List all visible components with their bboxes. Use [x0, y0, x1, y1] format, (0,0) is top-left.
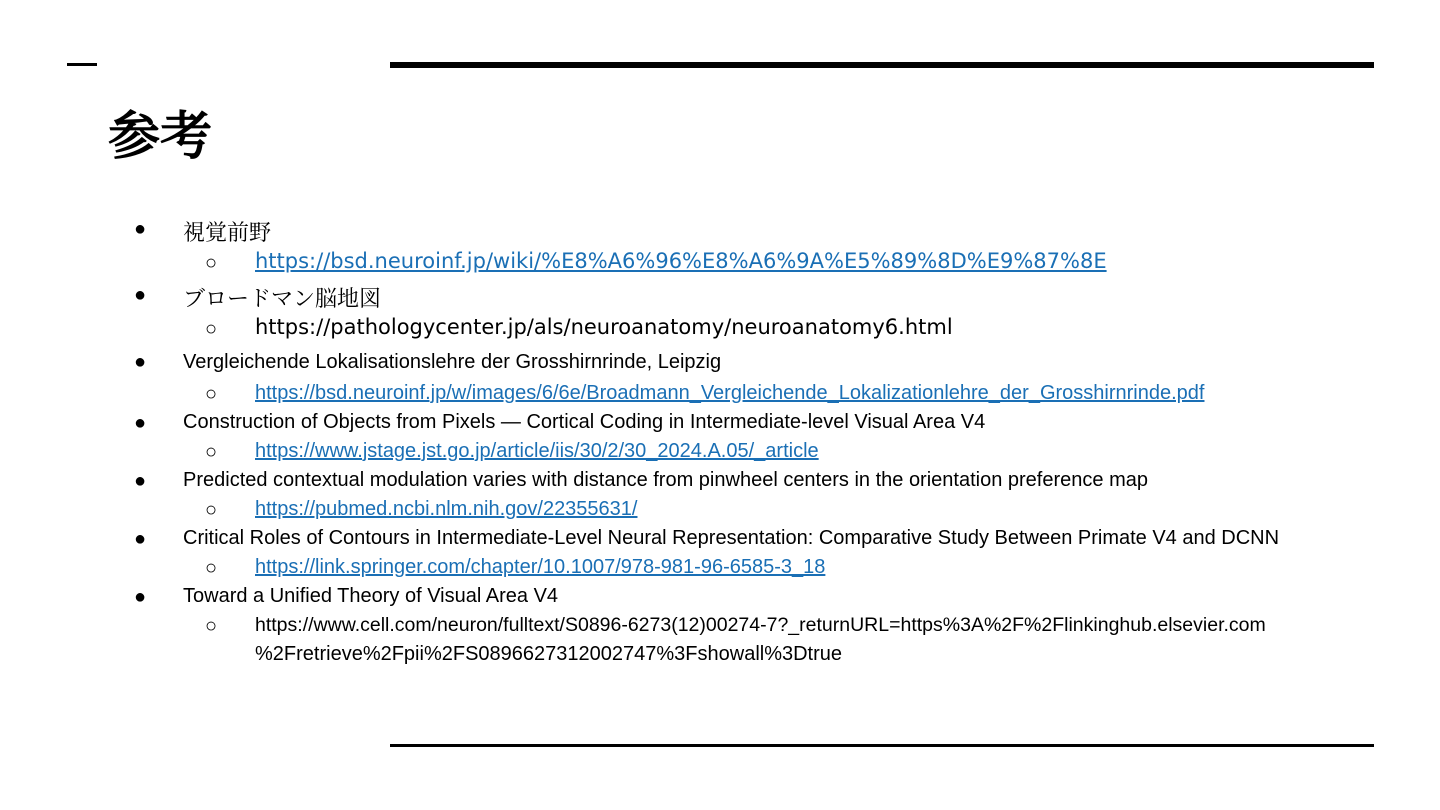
sub-bullet-icon: ○	[205, 441, 218, 463]
sub-bullet-icon: ○	[205, 615, 218, 637]
sub-bullet-icon: ○	[205, 557, 218, 579]
reference-url-text: https://pathologycenter.jp/als/neuroanatomy/neuroanatomy6.html	[255, 315, 953, 339]
reference-title: Predicted contextual modulation varies with distance from pinwheel centers in the orientation preference map	[183, 469, 1148, 491]
bullet-icon: ●	[134, 284, 147, 306]
reference-title: 視覚前野	[183, 220, 272, 245]
reference-link[interactable]: https://www.jstage.jst.go.jp/article/iis/30/2/30_2024.A.05/_article	[255, 440, 819, 462]
reference-title: ブロードマン脳地図	[183, 286, 382, 311]
bullet-icon: ●	[134, 528, 147, 550]
reference-title: Construction of Objects from Pixels — Cortical Coding in Intermediate-level Visual Area V4	[183, 411, 986, 433]
reference-link[interactable]: https://link.springer.com/chapter/10.1007/978-981-96-6585-3_18	[255, 556, 826, 578]
reference-url-text-continued: %2Fretrieve%2Fpii%2FS0896627312002747%3Fshowall%3Dtrue	[255, 643, 843, 665]
slide-title: 参考	[108, 107, 213, 167]
bottom-divider-rule	[390, 744, 1374, 747]
reference-title: Vergleichende Lokalisationslehre der Grosshirnrinde, Leipzig	[183, 351, 722, 373]
bullet-icon: ●	[134, 470, 147, 492]
sub-bullet-icon: ○	[205, 252, 218, 274]
reference-title: Toward a Unified Theory of Visual Area V4	[183, 585, 559, 607]
bullet-icon: ●	[134, 412, 147, 434]
reference-link[interactable]: https://pubmed.ncbi.nlm.nih.gov/22355631/	[255, 498, 638, 520]
top-divider-rule	[390, 62, 1374, 68]
sub-bullet-icon: ○	[205, 318, 218, 340]
title-accent-dash	[67, 63, 97, 66]
bullet-icon: ●	[134, 218, 147, 240]
reference-link[interactable]: https://bsd.neuroinf.jp/w/images/6/6e/Broadmann_Vergleichende_Lokalizationlehre_der_Grosshirnrinde.pdf	[255, 382, 1205, 404]
reference-link[interactable]: https://bsd.neuroinf.jp/wiki/%E8%A6%96%E8%A6%9A%E5%89%8D%E9%87%8E	[255, 249, 1107, 273]
bullet-icon: ●	[134, 351, 147, 373]
sub-bullet-icon: ○	[205, 383, 218, 405]
reference-url-text: https://www.cell.com/neuron/fulltext/S0896-6273(12)00274-7?_returnURL=https%3A%2F%2Flinkinghub.elsevier.com	[255, 614, 1266, 636]
reference-title: Critical Roles of Contours in Intermediate-Level Neural Representation: Comparative Study Between Primate V4 and DCNN	[183, 527, 1280, 549]
sub-bullet-icon: ○	[205, 499, 218, 521]
bullet-icon: ●	[134, 586, 147, 608]
